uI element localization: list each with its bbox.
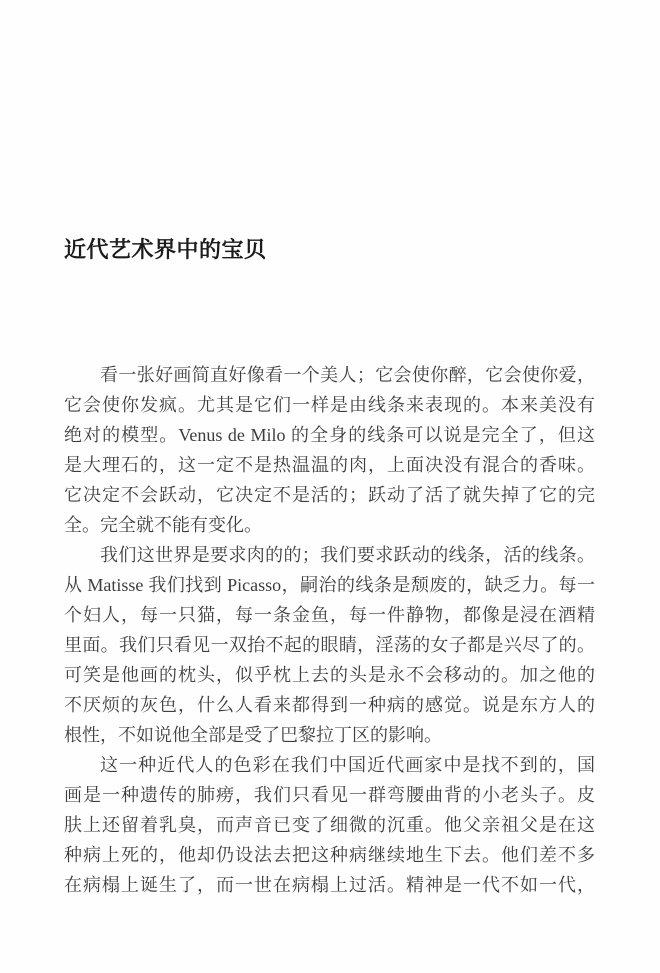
article-body <box>64 360 595 900</box>
text-line: 肤上还留着乳臭，而声音已变了细微的沉重。他父亲祖父是在这 <box>64 815 595 835</box>
text-line: 种病上死的，他却仍设法去把这种病继续地生下去。他们差不多 <box>64 845 595 865</box>
text-line: 它决定不会跃动，它决定不是活的；跃动了活了就失掉了它的完 <box>64 485 595 505</box>
text-line: 是大理石的，这一定不是热温温的肉，上面决没有混合的香味。 <box>64 455 595 475</box>
text-line: 它会使你发疯。尤其是它们一样是由线条来表现的。本来美没有 <box>64 395 595 415</box>
text-line: 全。完全就不能有变化。 <box>64 515 262 535</box>
text-line: 不厌烦的灰色，什么人看来都得到一种病的感觉。说是东方人的 <box>64 695 595 715</box>
text-line: 绝对的模型。Venus de Milo 的全身的线条可以说是完全了，但这 <box>64 425 595 445</box>
text-line: 根性，不如说他全部是受了巴黎拉丁区的影响。 <box>64 725 442 745</box>
text-line: 从 Matisse 我们找到 Picasso，嗣治的线条是颓废的，缺乏力。每一 <box>64 575 595 595</box>
text-line: 个妇人，每一只猫，每一条金鱼，每一件静物，都像是浸在酒精 <box>64 605 595 625</box>
text-line: 可笑是他画的枕头，似乎枕上去的头是永不会移动的。加之他的 <box>64 665 595 685</box>
text-line: 在病榻上诞生了，而一世在病榻上过活。精神是一代不如一代， <box>64 875 595 895</box>
article-title: 近代艺术界中的宝贝 <box>64 237 267 262</box>
text-line: 看一张好画简直好像看一个美人；它会使你醉，它会使你爱， <box>100 365 595 385</box>
text-line: 里面。我们只看见一双抬不起的眼睛，淫荡的女子都是兴尽了的。 <box>64 635 595 655</box>
text-line: 画是一种遗传的肺痨，我们只看见一群弯腰曲背的小老头子。皮 <box>64 785 595 805</box>
text-line: 我们这世界是要求肉的的；我们要求跃动的线条，活的线条。 <box>100 545 595 565</box>
text-line: 这一种近代人的色彩在我们中国近代画家中是找不到的，国 <box>100 755 595 775</box>
